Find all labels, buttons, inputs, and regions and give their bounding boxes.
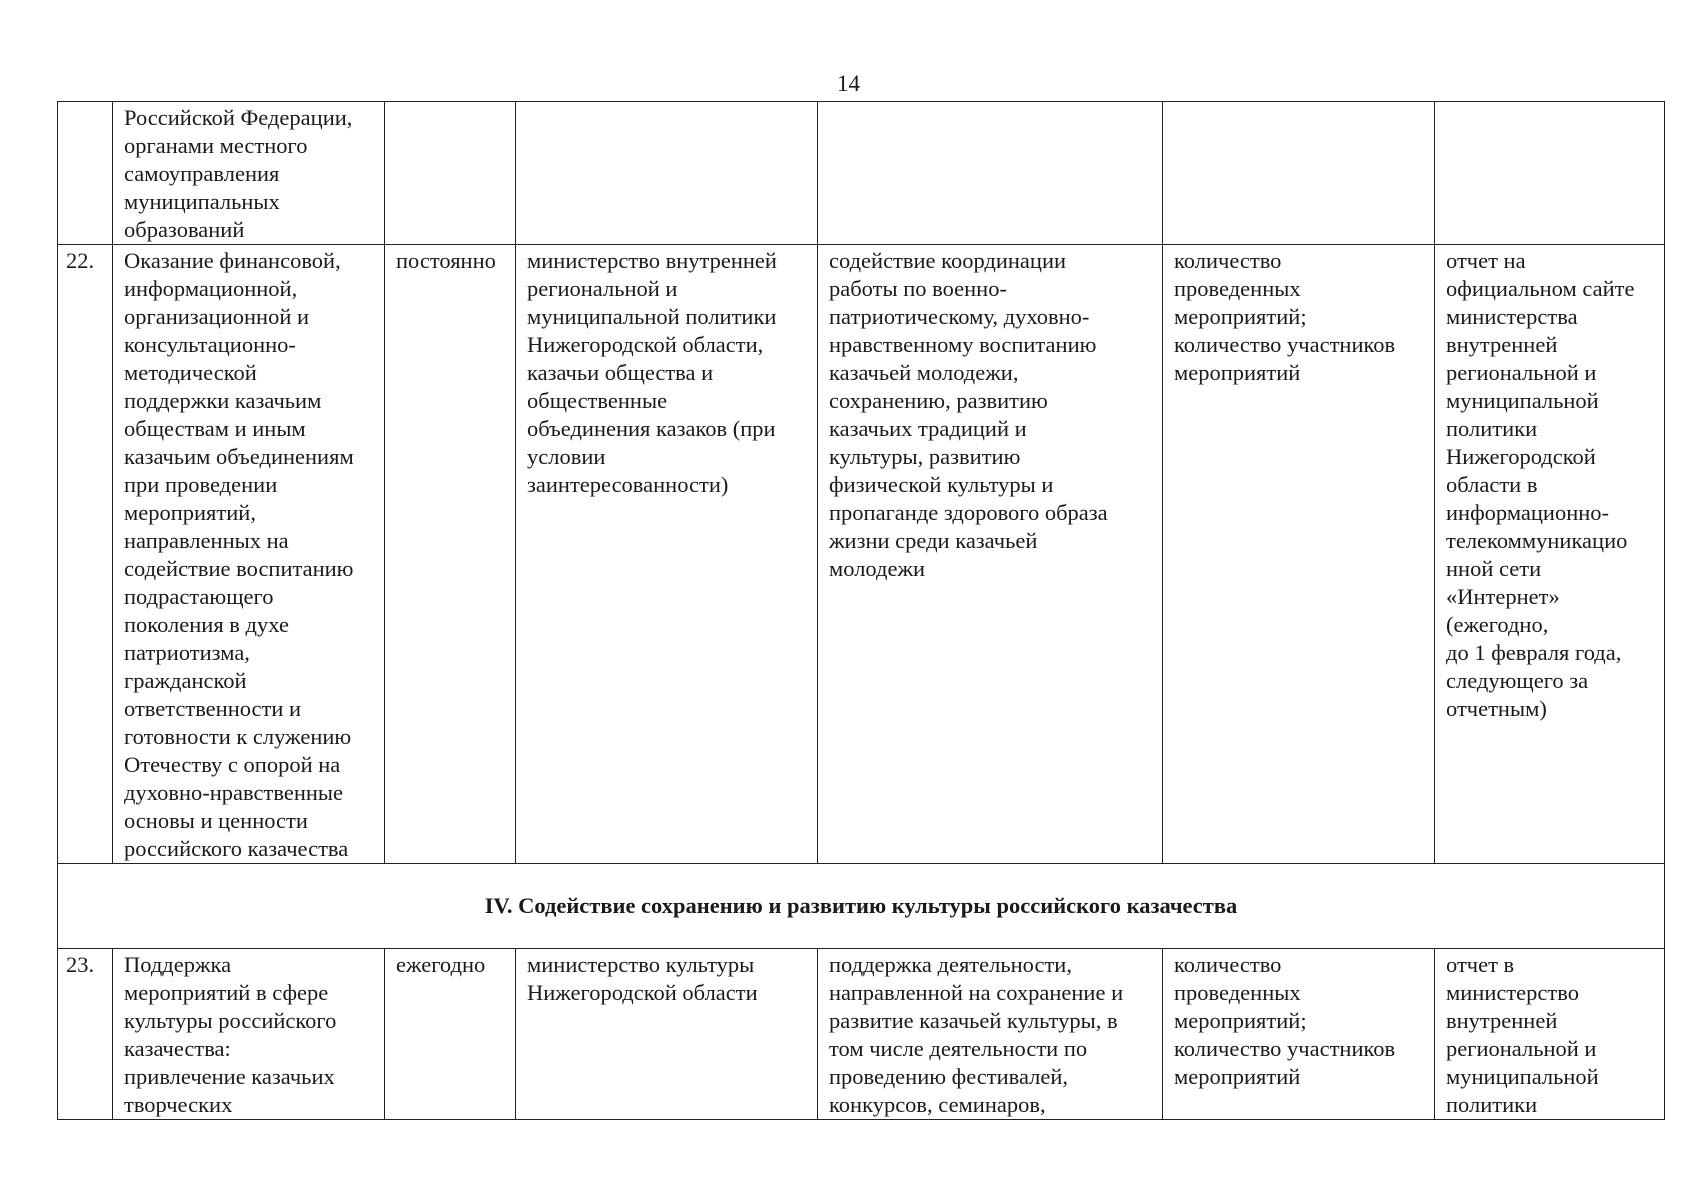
measure-name-cell — [113, 949, 385, 1120]
indicator: количество проведенных мероприятий; количество участников мероприятий — [1174, 952, 1396, 1089]
row-number-cell — [58, 949, 113, 1120]
period-cell — [385, 102, 516, 245]
period-cell — [385, 245, 516, 864]
executor: министерство культуры Нижегородской области — [527, 952, 758, 1005]
row-number-cell — [58, 102, 113, 245]
result-cell — [818, 949, 1163, 1120]
section-heading-row — [58, 864, 1665, 949]
measure-name: Российской Федерации, органами местного самоуправления муниципальных образований — [124, 105, 353, 242]
executor: министерство внутренней региональной и муниципальной политики Нижегородской области, казачьи общества и общественные объединения казаков (при условии заинтересованности) — [527, 248, 777, 497]
executor-cell — [516, 102, 818, 245]
report-cell — [1435, 102, 1665, 245]
period-cell — [385, 949, 516, 1120]
report-form: отчет в министерство внутренней региональной и муниципальной политики — [1446, 952, 1599, 1117]
section-heading: IV. Содействие сохранению и развитию культуры российского казачества — [58, 864, 1665, 949]
page-number: 14 — [837, 71, 860, 96]
expected-result: поддержка деятельности, направленной на сохранение и развитие казачьей культуры, в том числе деятельности по проведению фестивалей, конкурсов, семинаров, — [829, 952, 1124, 1117]
table-row-23 — [58, 949, 1665, 1120]
expected-result: содействие координации работы по военно- патриотическому, духовно- нравственному воспитанию казачьей молодежи, сохранению, развитию казачьих традиций и культуры, развитию физической культуры и пропаганде здорового образа жизни среди казачьей молодежи — [829, 248, 1108, 581]
report-cell — [1435, 245, 1665, 864]
indicator-cell — [1163, 245, 1435, 864]
table-row-22 — [58, 245, 1665, 864]
period: ежегодно — [396, 952, 486, 977]
result-cell — [818, 102, 1163, 245]
executor-cell — [516, 245, 818, 864]
row-number: 22. — [66, 248, 95, 273]
measure-name: Поддержка мероприятий в сфере культуры российского казачества: привлечение казачьих творческих — [124, 952, 337, 1117]
measure-name-cell — [113, 102, 385, 245]
executor-cell — [516, 949, 818, 1120]
result-cell — [818, 245, 1163, 864]
report-cell — [1435, 949, 1665, 1120]
indicator-cell — [1163, 102, 1435, 245]
indicator: количество проведенных мероприятий; количество участников мероприятий — [1174, 248, 1396, 385]
row-number: 23. — [66, 952, 95, 977]
measures-table — [57, 101, 1665, 1120]
report-form: отчет на официальном сайте министерства внутренней региональной и муниципальной политики Нижегородской области в информационно- телекоммуникацио нной сети «Интернет» (ежегодно, до 1 февраля года, следующего за отчетным) — [1446, 248, 1635, 721]
period: постоянно — [396, 248, 496, 273]
row-number-cell — [58, 245, 113, 864]
measure-name: Оказание финансовой, информационной, организационной и консультационно- методической поддержки казачьим обществам и иным казачьим объединениям при проведении мероприятий, направленных на содействие воспитанию подрастающего поколения в духе патриотизма, гражданской ответственности и готовности к служению Отечеству с опорой на духовно-нравственные основы и ценности российского казачества — [124, 248, 354, 861]
table-row-continuation — [58, 102, 1665, 245]
measure-name-cell — [113, 245, 385, 864]
indicator-cell — [1163, 949, 1435, 1120]
